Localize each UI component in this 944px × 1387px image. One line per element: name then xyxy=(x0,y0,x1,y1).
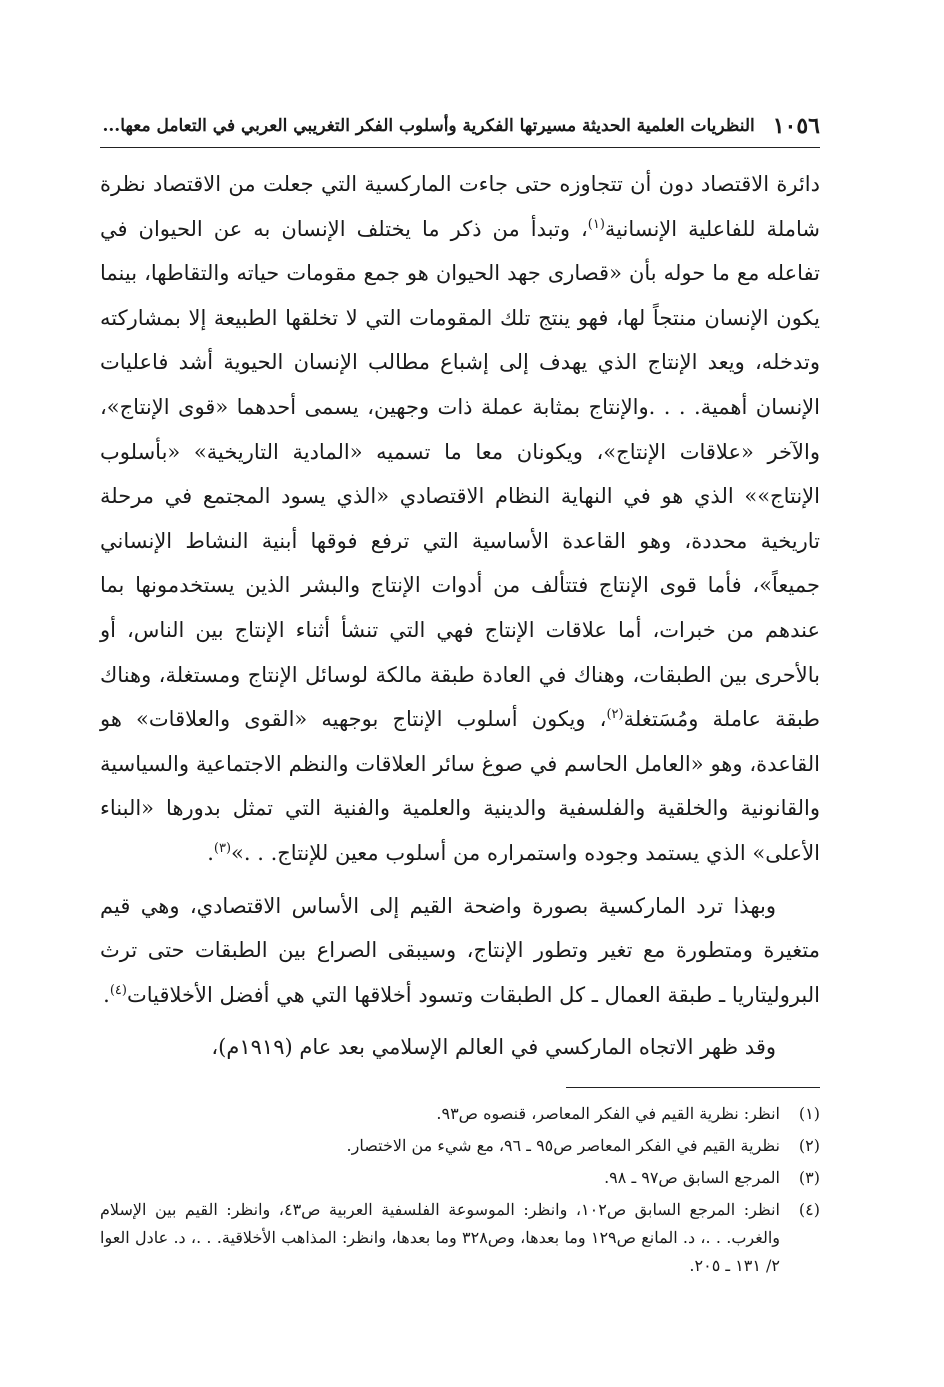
paragraph-3: وقد ظهر الاتجاه الماركسي في العالم الإسلامي بعد عام (١٩١٩م)، xyxy=(211,1035,776,1060)
footnote-text: المرجع السابق ص٩٧ ـ ٩٨. xyxy=(604,1168,780,1187)
footnote-number: (٢) xyxy=(798,1136,820,1155)
paragraph-1-part-c: ، ويكون أسلوب الإنتاج بوجهيه «القوى والعلاقات» هو القاعدة، وهو «العامل الحاسم في صوغ سائر العلاقات والنظم الاجتماعية والسياسية والقانونية والخلقية والفلسفية والدينية والعلمية والفنية التي تمثل بدورها «البناء الأعلى» الذي يستمد وجوده واستمراره من أسلوب معين للإنتاج. . .» xyxy=(100,707,820,865)
footnote-text: انظر: المرجع السابق ص١٠٢، وانظر: الموسوعة الفلسفية العربية ص٤٣، وانظر: القيم بين الإسلام والغرب. . .، د. المانع ص١٢٩ وما بعدها، وص٣٢٨ وما بعدها، وانظر: المذاهب الأخلاقية. . .، د. عادل العوا ٢/ ١٣١ ـ ٢٠٥. xyxy=(100,1200,780,1275)
footnote-rule xyxy=(566,1087,820,1088)
header-rule xyxy=(100,147,820,148)
footnote-text: نظرية القيم في الفكر المعاصر ص٩٥ ـ ٩٦، مع شيء من الاختصار. xyxy=(346,1136,780,1155)
page-number: ١٠٥٦ xyxy=(772,113,820,139)
footnote-item xyxy=(100,1164,820,1192)
footnote-number: (٣) xyxy=(798,1168,820,1187)
footnote-ref-2: (٢) xyxy=(606,707,624,723)
paragraph-1-part-d: . xyxy=(207,840,214,865)
paragraph-1-part-b: ، وتبدأ من ذكر ما يختلف الإنسان به عن الحيوان في تفاعله مع ما حوله بأن «قصارى جهد الحيوان هو جمع مقومات حياته والتقاطها، بينما يكون الإنسان منتجاً لها، فهو ينتج تلك المقومات التي لا تخلقها الطبيعة إلا بمشاركته وتدخله، ويعد الإنتاج الذي يهدف إلى إشباع مطالب الإنسان الحيوية أشد فاعليات الإنسان أهمية. . . .والإنتاج بمثابة عملة ذات وجهين، يسمى أحدهما «قوى الإنتاج»، والآخر «علاقات الإنتاج»، ويكونان معا ما تسميه «المادية التاريخية» «بأسلوب الإنتاج»» الذي هو في النهاية النظام الاقتصادي «الذي يسود المجتمع في مرحلة تاريخية محددة، وهو القاعدة الأساسية التي ترفع فوقها أبنية النشاط الإنساني جميعاً»، فأما قوى الإنتاج فتتألف من أدوات الإنتاج والبشر الذين يستخدمونها بما عندهم من خبرات، أما علاقات الإنتاج فهي التي تنشأ أثناء الإنتاج بين الناس، أو بالأحرى بين الطبقات، وهناك في العادة طبقة مالكة لوسائل الإنتاج ومستغلة، وهناك طبقة عاملة ومُسَتغلة xyxy=(100,216,820,732)
footnote-ref-3: (٣) xyxy=(213,840,232,856)
footnote-number: (٤) xyxy=(798,1200,820,1219)
footnote-number: (١) xyxy=(798,1104,820,1123)
footnote-ref-1: (١) xyxy=(587,216,605,232)
running-header xyxy=(100,108,820,144)
paragraph-1-part-a: دائرة الاقتصاد دون أن تتجاوزه حتى جاءت الماركسية التي جعلت من الاقتصاد نظرة شاملة للفاعلية الإنسانية xyxy=(100,172,821,241)
footnote-text: انظر: نظرية القيم في الفكر المعاصر، قنصوه ص٩٣. xyxy=(436,1104,780,1123)
paragraph-1 xyxy=(100,162,820,876)
main-text xyxy=(100,162,820,1070)
footnote-item xyxy=(100,1196,820,1280)
footnotes xyxy=(100,1100,820,1284)
footnote-item xyxy=(100,1100,820,1128)
paragraph-2-part-a: وبهذا ترد الماركسية بصورة واضحة القيم إلى الأساس الاقتصادي، وهي قيم متغيرة ومتطورة مع تغير وتطور الإنتاج، وسيبقى الصراع بين الطبقات حتى ترث البروليتاريا ـ طبقة العمال ـ كل الطبقات وتسود أخلاقها التي هي أفضل الأخلاقيات xyxy=(100,893,820,1007)
paragraph-2 xyxy=(100,884,820,1018)
footnote-item xyxy=(100,1132,820,1160)
paragraph-2-part-b: . xyxy=(103,982,110,1007)
running-title: النظريات العلمية الحديثة مسيرتها الفكرية وأسلوب الفكر التغريبي العربي في التعامل معها... xyxy=(102,116,755,136)
footnote-ref-4: (٤) xyxy=(109,982,127,998)
